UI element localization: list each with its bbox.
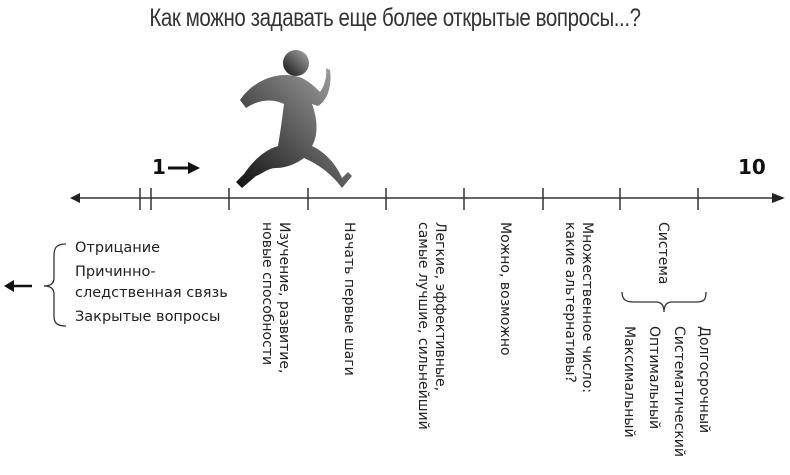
scale-end-label: 10 (738, 155, 766, 179)
forward-arrow-icon (168, 162, 200, 174)
tick-label-learning: Изучение, развитие, новые способности (259, 222, 292, 374)
left-item-denial: Отрицание (75, 240, 161, 256)
system-item-optimal: Оптимальный (646, 326, 662, 430)
tick-label-system: Система (655, 222, 671, 285)
left-arrow-icon (70, 193, 80, 203)
left-item-causal: Причинно- (75, 264, 156, 280)
page-title: Как можно задавать еще более открытые вопросы...? (149, 4, 641, 32)
tick-label-plural: Множественное число: какие альтернативы? (562, 222, 595, 393)
back-arrow-icon (4, 280, 32, 292)
system-item-maximal: Максимальный (621, 326, 637, 438)
tick-label-first-steps: Начать первые шаги (341, 222, 357, 376)
system-item-long-term: Долгосрочный (696, 326, 712, 434)
left-brace (44, 244, 66, 326)
left-item-causal-cont: следственная связь (75, 285, 228, 301)
system-item-systematic: Систематический (671, 326, 687, 457)
right-arrow-icon (772, 193, 785, 203)
scale-start-label: 1 (152, 155, 166, 179)
left-group-list (75, 236, 228, 329)
left-item-closed: Закрытые вопросы (75, 309, 221, 325)
tick-label-possible: Можно, возможно (497, 222, 513, 356)
system-brace (622, 292, 706, 312)
running-person-icon (236, 50, 352, 188)
tick-label-easy: Легкие, эффективные, самые лучшие, сильнейший (415, 222, 448, 430)
system-group-list (616, 326, 716, 457)
